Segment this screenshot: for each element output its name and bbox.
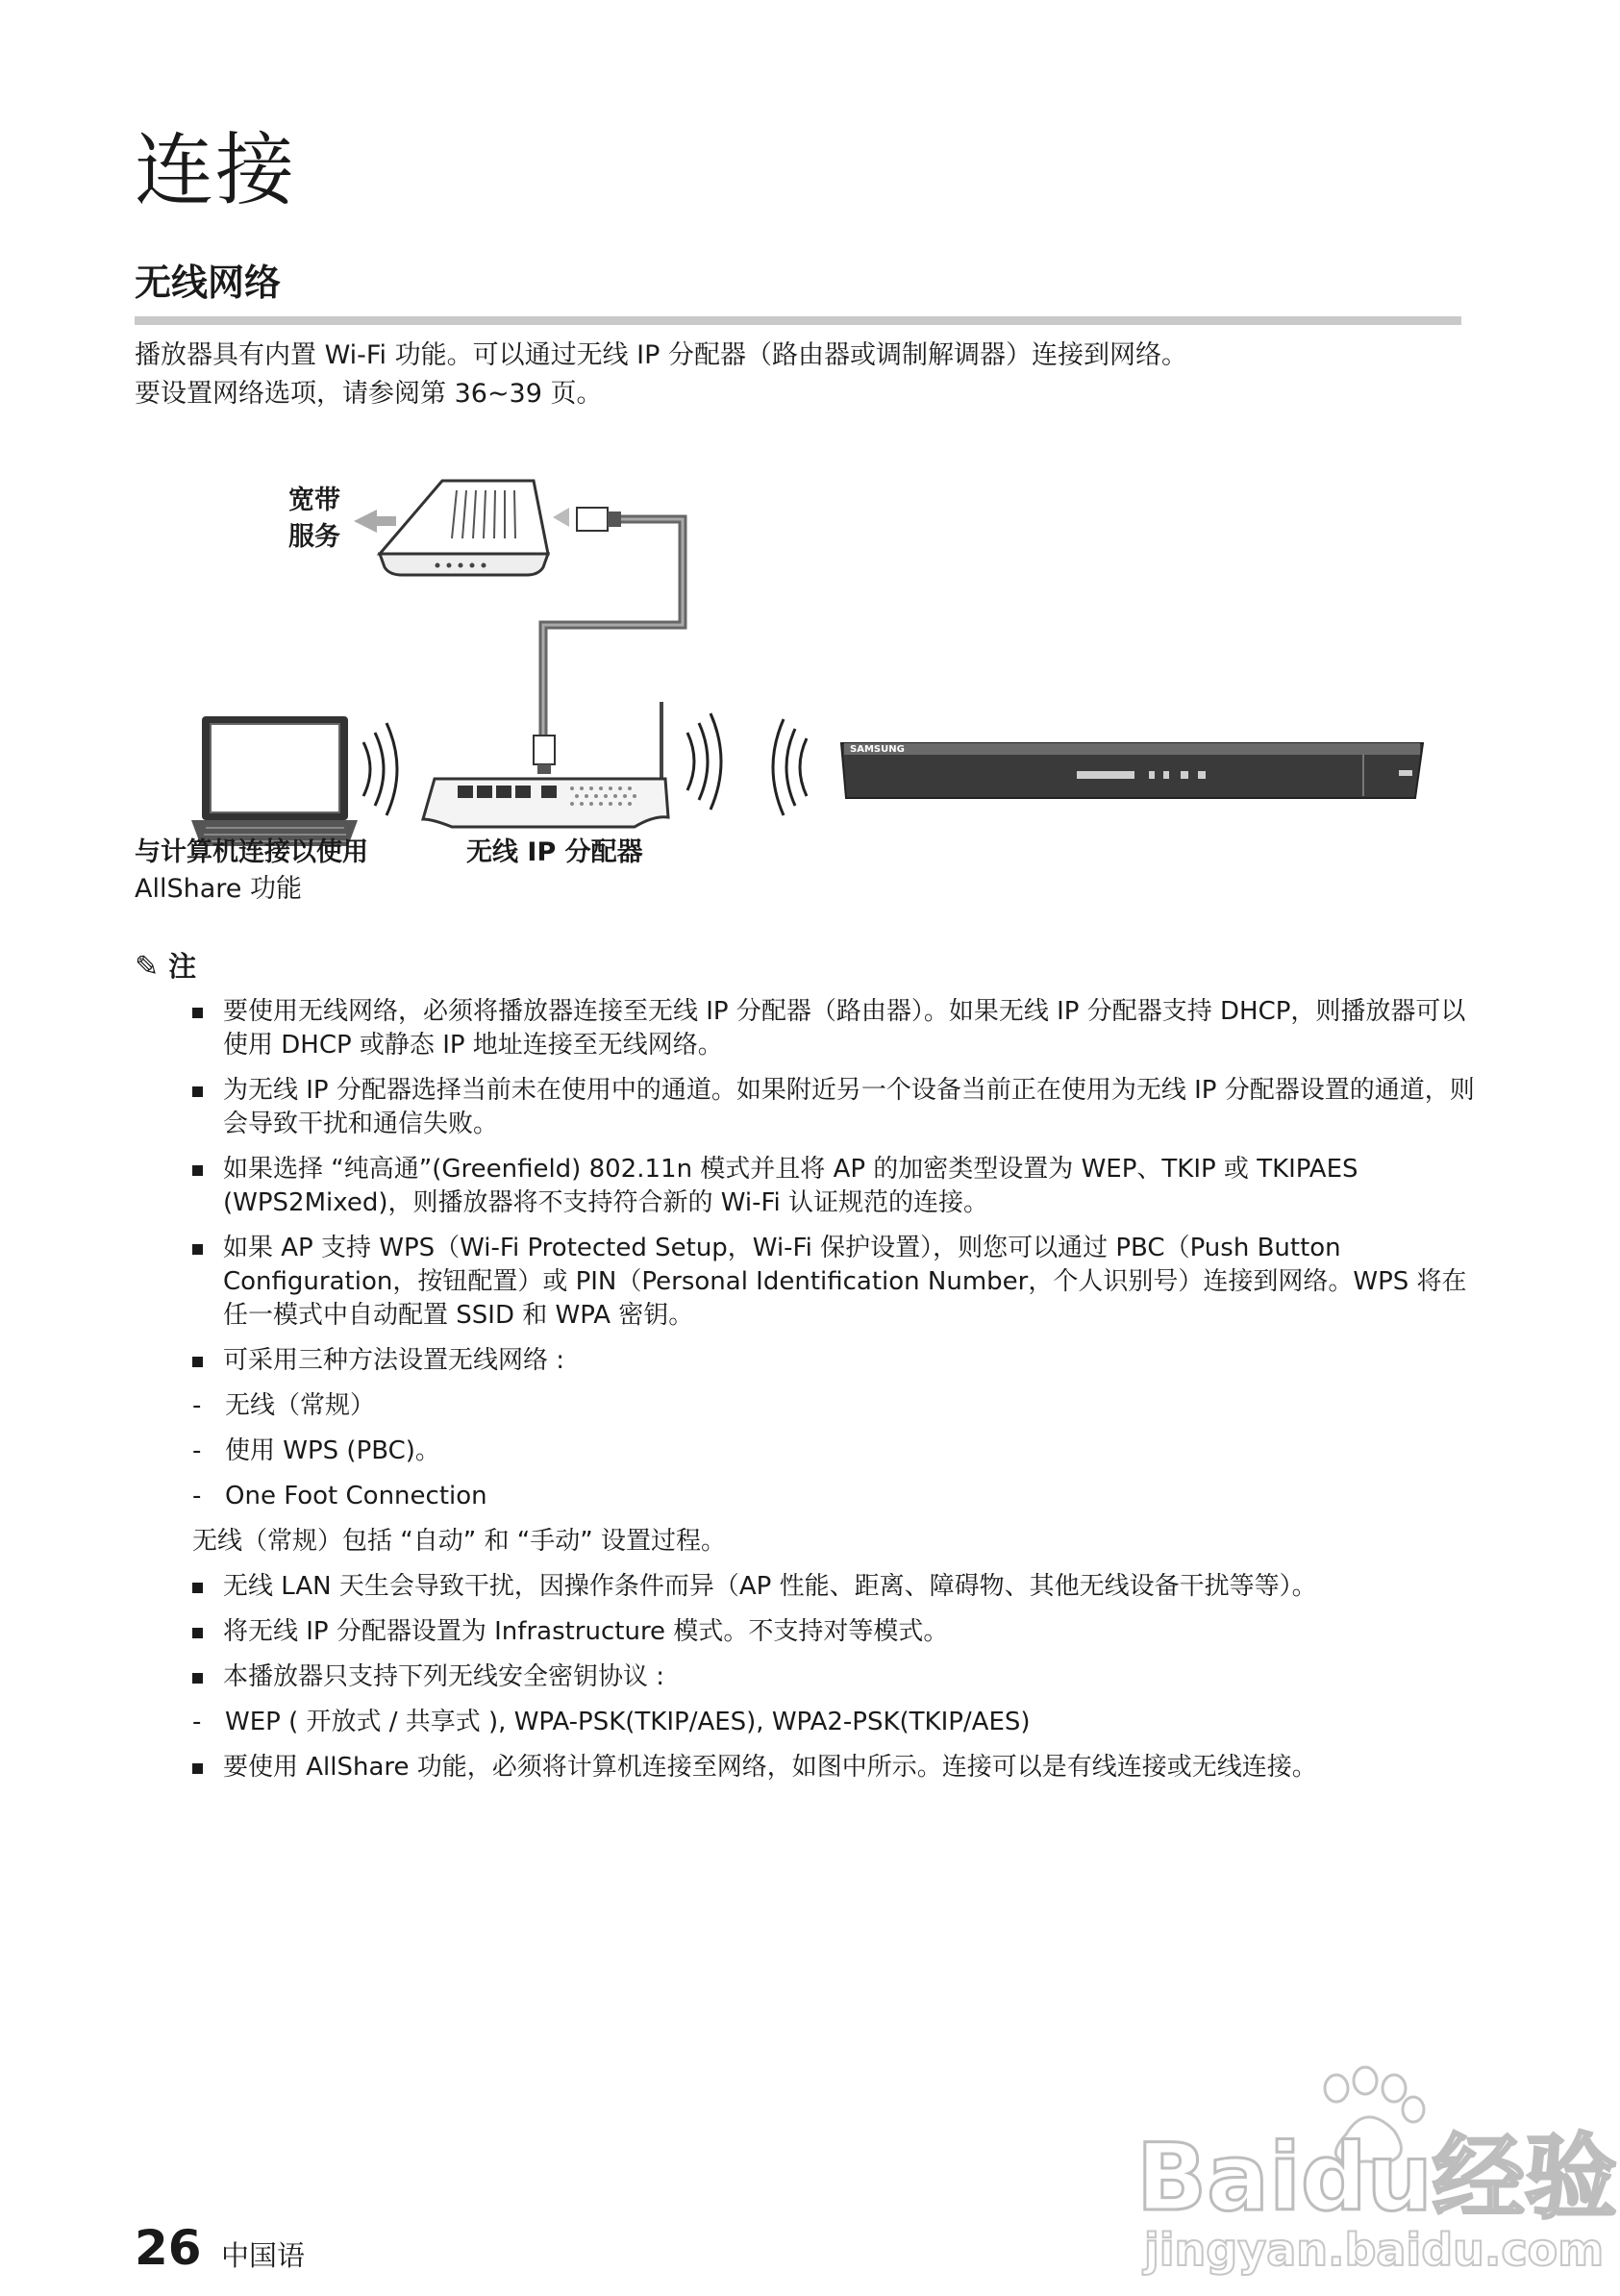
note-item: 如果选择 “纯高通”(Greenfield) 802.11n 模式并且将 AP 的加密类型设置为 WEP、TKIP 或 TKIPAES (WPS2Mixed)，则播放器将不支持符合新的 Wi-Fi 认证规范的连接。 xyxy=(192,1153,1481,1220)
player-brand-label: SAMSUNG xyxy=(850,744,905,755)
note-item: 本播放器只支持下列无线安全密钥协议 : xyxy=(192,1660,1481,1694)
router-label: 无线 IP 分配器 xyxy=(466,837,643,867)
section-title: 无线网络 xyxy=(135,262,282,304)
note-item: 无线 LAN 天生会导致干扰，因操作条件而异（AP 性能、距离、障碍物、其他无线设备干扰等等）。 xyxy=(192,1570,1481,1604)
modem-icon xyxy=(380,481,548,575)
page-title: 连接 xyxy=(135,125,297,216)
note-item xyxy=(192,1344,1481,1378)
note-item: 要使用 AllShare 功能，必须将计算机连接至网络，如图中所示。连接可以是有线连接或无线连接。 xyxy=(192,1751,1481,1784)
broadband-label-line: 服务 xyxy=(288,522,340,552)
note-item: 将无线 IP 分配器设置为 Infrastructure 模式。不支持对等模式。 xyxy=(192,1615,1481,1649)
intro-line: 播放器具有内置 Wi-Fi 功能。可以通过无线 IP 分配器（路由器或调制解调器）连接到网络。 xyxy=(135,340,1187,370)
watermark-brand: Baidu经验 xyxy=(1136,2124,1617,2232)
broadband-label-line: 宽带 xyxy=(288,486,340,515)
pc-label-line: 与计算机连接以使用 xyxy=(135,837,368,867)
network-diagram xyxy=(0,462,1620,923)
methods-note: 无线（常规）包括 “自动” 和 “手动” 设置过程。 xyxy=(192,1527,726,1556)
note-item: 如果 AP 支持 WPS（Wi-Fi Protected Setup，Wi-Fi 保护设置），则您可以通过 PBC（Push Button Configuration，按钮配置）或 PIN（Personal Identification Number，个人识别号）连接到网络。WPS 将在任一模式中自动配置 SSID 和 WPA 密钥。 xyxy=(192,1232,1481,1333)
watermark-url: jingyan.baidu.com xyxy=(1144,2224,1605,2276)
ethernet-plug-icon xyxy=(534,736,555,774)
method-item: - 使用 WPS (PBC)。 xyxy=(192,1435,1481,1468)
blu-ray-player-icon xyxy=(841,743,1423,798)
pc-label-line: AllShare 功能 xyxy=(135,874,302,904)
note-item: 要使用无线网络，必须将播放器连接至无线 IP 分配器（路由器）。如果无线 IP 分配器支持 DHCP，则播放器可以使用 DHCP 或静态 IP 地址连接至无线网络。 xyxy=(192,995,1481,1062)
wifi-signal-icon xyxy=(363,723,397,815)
watermark xyxy=(1134,2067,1617,2279)
broadband-label xyxy=(288,483,340,556)
pencil-icon: ✎ xyxy=(135,950,160,984)
method-item: - 无线（常规） xyxy=(192,1389,1481,1423)
methods-list xyxy=(192,1389,1481,1559)
notes-heading-text: 注 xyxy=(168,950,197,983)
note-item-text: 可采用三种方法设置无线网络 : xyxy=(223,1346,565,1375)
section-divider xyxy=(135,316,1461,325)
wifi-signal-icon xyxy=(687,713,721,810)
pc-label xyxy=(135,835,368,908)
intro-text xyxy=(135,337,1187,413)
ethernet-plug-icon xyxy=(553,508,621,531)
note-item: 为无线 IP 分配器选择当前未在使用中的通道。如果附近另一个设备当前正在使用为无线 IP 分配器设置的通道，则会导致干扰和通信失败。 xyxy=(192,1074,1481,1141)
method-item: - One Foot Connection xyxy=(192,1480,1481,1513)
protocols-list xyxy=(192,1706,1481,1739)
notes-heading xyxy=(135,947,196,986)
protocol-item: - WEP ( 开放式 / 共享式 ), WPA-PSK(TKIP/AES), WPA2-PSK(TKIP/AES) xyxy=(192,1706,1481,1739)
page-language: 中国语 xyxy=(221,2239,306,2272)
notes-list xyxy=(192,995,1481,1796)
arrow-left-icon xyxy=(354,510,396,533)
wifi-signal-icon xyxy=(773,719,807,815)
intro-line: 要设置网络选项，请参阅第 36~39 页。 xyxy=(135,379,603,409)
page-number: 26 xyxy=(135,2220,202,2276)
laptop-icon xyxy=(191,716,358,846)
